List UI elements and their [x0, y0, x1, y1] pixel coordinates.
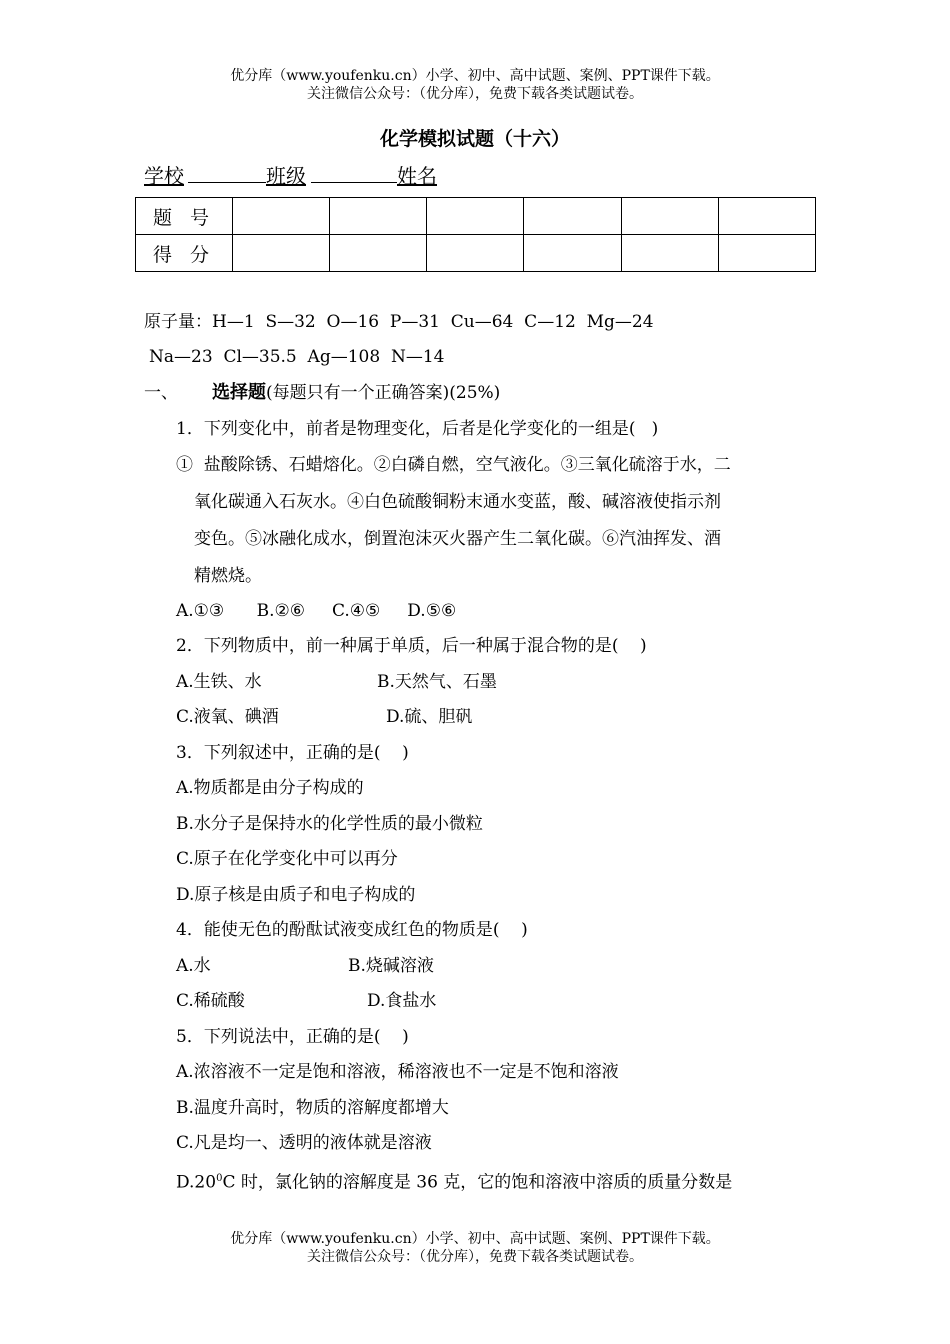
table-row [136, 198, 816, 235]
q1-options: A.①③ B.②⑥ C.④⑤ D.⑤⑥ [176, 601, 457, 621]
q3-option-d: D.原子核是由质子和电子构成的 [176, 885, 416, 905]
q5-option-d-pre: D.20 [176, 1172, 217, 1193]
q3-option-b: B.水分子是保持水的化学性质的最小微粒 [176, 814, 483, 834]
q5-option-b: B.温度升高时，物质的溶解度都增大 [176, 1098, 449, 1118]
atomic-mass-line-2: Na—23 Cl—35.5 Ag—108 N—14 [149, 347, 445, 367]
table-row [136, 235, 816, 272]
table-cell [621, 235, 718, 272]
q2-option-a: A.生铁、水 [176, 672, 262, 692]
q5-option-d-post: C 时，氯化钠的溶解度是 36 克，它的饱和溶液中溶质的质量分数是 [222, 1172, 733, 1193]
table-cell [524, 198, 621, 235]
q5-option-d [176, 1168, 732, 1194]
header-line-2: 关注微信公众号：（优分库），免费下载各类试题试卷。 [307, 86, 643, 102]
q1-line-3: 变色。⑤冰融化成水，倒置泡沫灭火器产生二氧化碳。⑥汽油挥发、酒 [194, 529, 721, 549]
q5-option-c: C.凡是均一、透明的液体就是溶液 [176, 1133, 432, 1153]
section-title: 选择题 [212, 382, 266, 403]
table-cell [427, 198, 524, 235]
class-label: 班级 [266, 164, 306, 188]
name-label: 姓名 [397, 164, 437, 188]
q3-option-c: C.原子在化学变化中可以再分 [176, 849, 398, 869]
footer-line-1: 优分库（www.youfenku.cn）小学、初中、高中试题、案例、PPT课件下载。 [230, 1231, 720, 1247]
q3-option-a: A.物质都是由分子构成的 [176, 778, 364, 798]
q1-stem: 1．下列变化中，前者是物理变化，后者是化学变化的一组是( ) [176, 419, 659, 439]
q5-option-d-sup: 0 [216, 1173, 223, 1184]
school-blank [188, 160, 266, 183]
table-cell [621, 198, 718, 235]
atomic-mass-line-1: 原子量：H—1 S—32 O—16 P—31 Cu—64 C—12 Mg—24 [144, 312, 654, 332]
table-cell [718, 198, 815, 235]
header-line-1: 优分库（www.youfenku.cn）小学、初中、高中试题、案例、PPT课件下载。 [230, 68, 720, 84]
q2-option-b: B.天然气、石墨 [377, 672, 497, 692]
section-heading [212, 382, 500, 404]
footer-line-2: 关注微信公众号：（优分库），免费下载各类试题试卷。 [307, 1249, 643, 1265]
table-cell [718, 235, 815, 272]
table-cell [330, 198, 427, 235]
q2-option-c: C.液氧、碘酒 [176, 707, 279, 727]
table-cell [330, 235, 427, 272]
q5-stem: 5．下列说法中，正确的是( ) [176, 1027, 409, 1047]
table-cell [233, 198, 330, 235]
q2-option-d: D.硫、胆矾 [386, 707, 473, 727]
q4-option-c: C.稀硫酸 [176, 991, 245, 1011]
table-cell [427, 235, 524, 272]
q5-option-a: A.浓溶液不一定是饱和溶液，稀溶液也不一定是不饱和溶液 [176, 1062, 619, 1082]
q4-option-b: B.烧碱溶液 [348, 956, 434, 976]
q4-stem: 4．能使无色的酚酞试液变成红色的物质是( ) [176, 920, 528, 940]
section-number: 一、 [144, 383, 178, 403]
row-label-number: 题 号 [136, 198, 233, 235]
q4-option-d: D.食盐水 [367, 991, 437, 1011]
q1-line-2: 氧化碳通入石灰水。④白色硫酸铜粉末通水变蓝，酸、碱溶液使指示剂 [194, 492, 721, 512]
q2-stem: 2．下列物质中，前一种属于单质，后一种属于混合物的是( ) [176, 636, 647, 656]
class-blank [311, 160, 397, 183]
q1-line-4: 精燃烧。 [194, 566, 262, 586]
q3-stem: 3．下列叙述中，正确的是( ) [176, 743, 409, 763]
q1-line-1: ① 盐酸除锈、石蜡熔化。②白磷自燃，空气液化。③三氧化硫溶于水，二 [176, 455, 731, 475]
section-note: (每题只有一个正确答案)(25%) [266, 383, 501, 403]
table-cell [233, 235, 330, 272]
school-label: 学校 [144, 164, 184, 188]
row-label-score: 得 分 [136, 235, 233, 272]
q4-option-a: A.水 [176, 956, 211, 976]
page-title: 化学模拟试题（十六） [379, 128, 570, 150]
score-table [135, 197, 816, 272]
table-cell [524, 235, 621, 272]
